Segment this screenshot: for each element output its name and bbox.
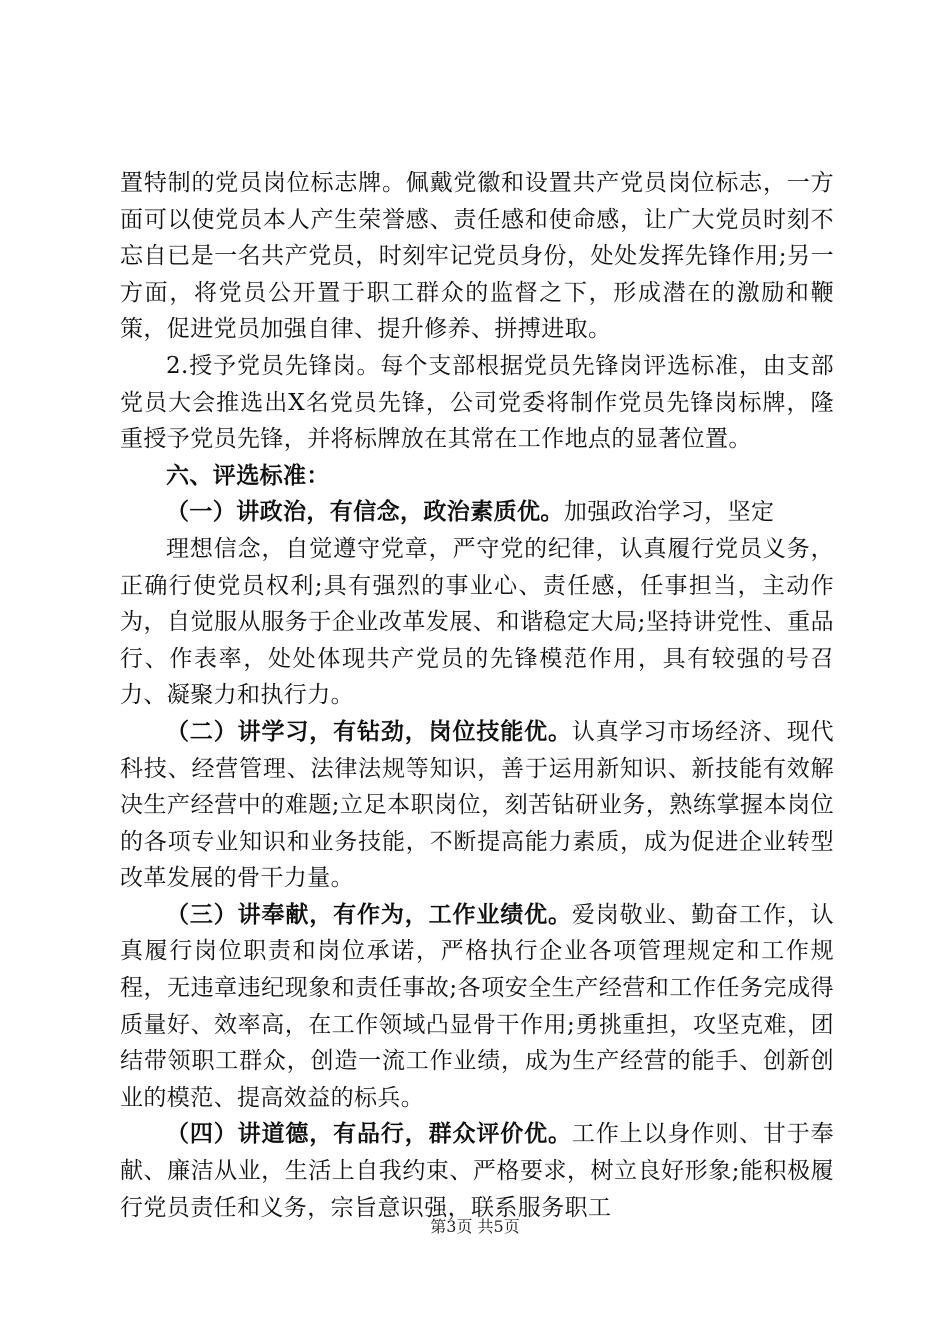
criterion-title: （一）讲政治，有信念，政治素质优。 <box>166 499 564 526</box>
paragraph-vanguard-post <box>120 348 834 458</box>
page-number-footer: 第3页 共5页 <box>430 1217 520 1236</box>
paragraph-text: 理想信念，自觉遵守党章，严守党的纪律，认真履行党员义务，正确行使党员权利;具有强烈的事业心、责任感，任事担当，主动作为，自觉服从服务于企业改革发展、和谐稳定大局;坚持讲党性、重品行、作表率，处处体现共产党员的先锋模范作用，具有较强的号召力、凝聚力和执行力。 <box>120 535 834 709</box>
section-heading: 六、评选标准： <box>166 462 330 489</box>
criterion-politics <box>120 494 834 531</box>
criterion-title: （二）讲学习，有钻劲，岗位技能优。 <box>166 718 572 745</box>
criterion-title: （三）讲奉献，有作为，工作业绩优。 <box>166 901 572 928</box>
criterion-text: 爱岗敬业、勤奋工作，认真履行岗位职责和岗位承诺，严格执行企业各项管理规定和工作规程，无违章违纪现象和责任事故;各项安全生产经营和工作任务完成得质量好、效率高，在工作领域凸显骨干作用;勇挑重担，攻坚克难，团结带领职工群众，创造一流工作业绩，成为生产经营的能手、创新创业的模范、提高效益的标兵。 <box>120 901 834 1111</box>
document-body <box>120 165 834 1226</box>
paragraph-text: 置特制的党员岗位标志牌。佩戴党徽和设置共产党员岗位标志，一方面可以使党员本人产生荣誉感、责任感和使命感，让广大党员时刻不忘自已是一名共产党员，时刻牢记党员身份，处处发挥先锋作用;另一方面，将党员公开置于职工群众的监督之下，形成潜在的激励和鞭策，促进党员加强自律、提升修养、拼搏进取。 <box>120 170 834 343</box>
criterion-text: 加强政治学习，坚定 <box>563 499 775 526</box>
criterion-dedication <box>120 897 834 1117</box>
criterion-text: 工作上以身作则、甘于奉献、廉洁从业，生活上自我约束、严格要求，树立良好形象;能积极履行党员责任和义务，宗旨意识强，联系服务职工 <box>120 1121 834 1221</box>
criterion-title: （四）讲道德，有品行，群众评价优。 <box>166 1121 572 1148</box>
criterion-text: 认真学习市场经济、现代科技、经营管理、法律法规等知识，善于运用新知识、新技能有效解决生产经营中的难题;立足本职岗位，刻苦钻研业务，熟练掌握本岗位的各项专业知识和业务技能，不断提高能力素质，成为促进企业转型改革发展的骨干力量。 <box>120 718 834 892</box>
criterion-politics-continued <box>120 531 834 714</box>
paragraph-text: 2.授予党员先锋岗。每个支部根据党员先锋岗评选标准，由支部党员大会推选出X名党员先锋，公司党委将制作党员先锋岗标牌，隆重授予党员先锋，并将标牌放在其常在工作地点的显著位置。 <box>120 352 834 453</box>
criterion-morality <box>120 1116 834 1226</box>
criterion-learning <box>120 714 834 897</box>
paragraph-badge-setup <box>120 165 834 348</box>
